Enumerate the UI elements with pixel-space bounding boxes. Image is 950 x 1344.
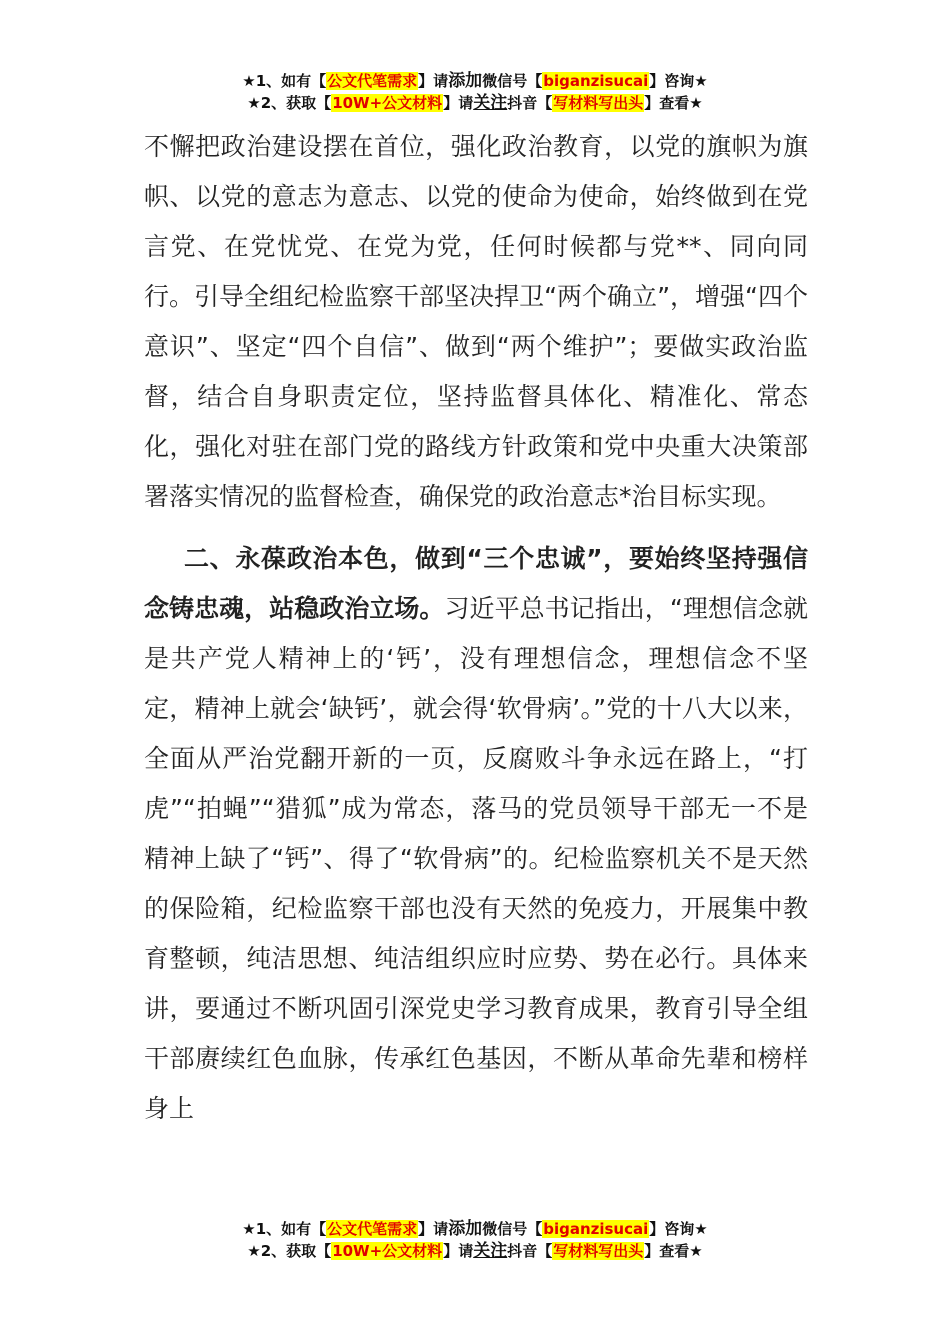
banner-text: 抖音【	[507, 1242, 553, 1260]
banner-highlight: biganzisucai	[543, 1220, 649, 1238]
banner-text: 】查看★	[644, 1242, 703, 1260]
banner-text: 】查看★	[644, 94, 703, 112]
section-heading: 二、永葆政治本色，做到“三个忠诚”，要始终坚持强信念铸忠魂，站稳政治立场。	[144, 544, 808, 623]
banner-text: 添加	[448, 1219, 483, 1239]
banner-text: 】请	[418, 1220, 449, 1238]
banner-text: 】请	[418, 72, 449, 90]
banner-text: 关注	[473, 1241, 508, 1261]
banner-text: ★1、如有【	[242, 72, 327, 90]
paragraph-2-text: 习近平总书记指出，“理想信念就是共产党人精神上的‘钙’，没有理想信念，理想信念不坚定，精神上就会‘缺钙’，就会得‘软骨病’。”党的十八大以来，全面从严治党翻开新的一页，反腐败斗争永远在路上，“打虎”“拍蝇”“猎狐”成为常态，落马的党员领导干部无一不是精神上缺了“钙”、得了“软骨病”的。纪检监察机关不是天然的保险箱，纪检监察干部也没有天然的免疫力，开展集中教育整顿，纯洁思想、纯洁组织应时应势、势在必行。具体来讲，要通过不断巩固引深党史学习教育成果，教育引导全组干部赓续红色血脉，传承红色基因，不断从革命先辈和榜样身上	[144, 594, 808, 1123]
footer-banner	[0, 1218, 950, 1262]
banner-highlight: 10W+公文材料	[332, 94, 443, 112]
banner-highlight: 公文代笔需求	[327, 1220, 418, 1238]
banner-text: 抖音【	[507, 94, 553, 112]
banner-line-1	[0, 1218, 950, 1240]
banner-highlight: 10W+公文材料	[332, 1242, 443, 1260]
banner-line-1	[0, 70, 950, 92]
banner-text: 微信号【	[482, 1220, 543, 1238]
header-banner	[0, 70, 950, 114]
banner-line-2	[0, 1240, 950, 1262]
banner-text: 】咨询★	[649, 1220, 708, 1238]
banner-text: ★2、获取【	[247, 94, 332, 112]
banner-text: ★1、如有【	[242, 1220, 327, 1238]
banner-text: 关注	[473, 93, 508, 113]
paragraph-1: 不懈把政治建设摆在首位，强化政治教育，以党的旗帜为旗帜、以党的意志为意志、以党的使命为使命，始终做到在党言党、在党忧党、在党为党，任何时候都与党**、同向同行。引导全组纪检监察干部坚决捍卫“两个确立”，增强“四个意识”、坚定“四个自信”、做到“两个维护”；要做实政治监督，结合自身职责定位，坚持监督具体化、精准化、常态化，强化对驻在部门党的路线方针政策和党中央重大决策部署落实情况的监督检查，确保党的政治意志*治目标实现。	[144, 132, 808, 511]
banner-text: 】咨询★	[649, 72, 708, 90]
paragraph-2	[144, 534, 808, 1134]
banner-text: 微信号【	[482, 72, 543, 90]
banner-highlight: 写材料写出头	[553, 1242, 644, 1260]
banner-text: 】请	[443, 94, 474, 112]
banner-text: 】请	[443, 1242, 474, 1260]
banner-text: 添加	[448, 71, 483, 91]
banner-highlight: 写材料写出头	[553, 94, 644, 112]
banner-highlight: biganzisucai	[543, 72, 649, 90]
banner-highlight: 公文代笔需求	[327, 72, 418, 90]
banner-text: ★2、获取【	[247, 1242, 332, 1260]
banner-line-2	[0, 92, 950, 114]
document-body	[144, 122, 808, 1134]
